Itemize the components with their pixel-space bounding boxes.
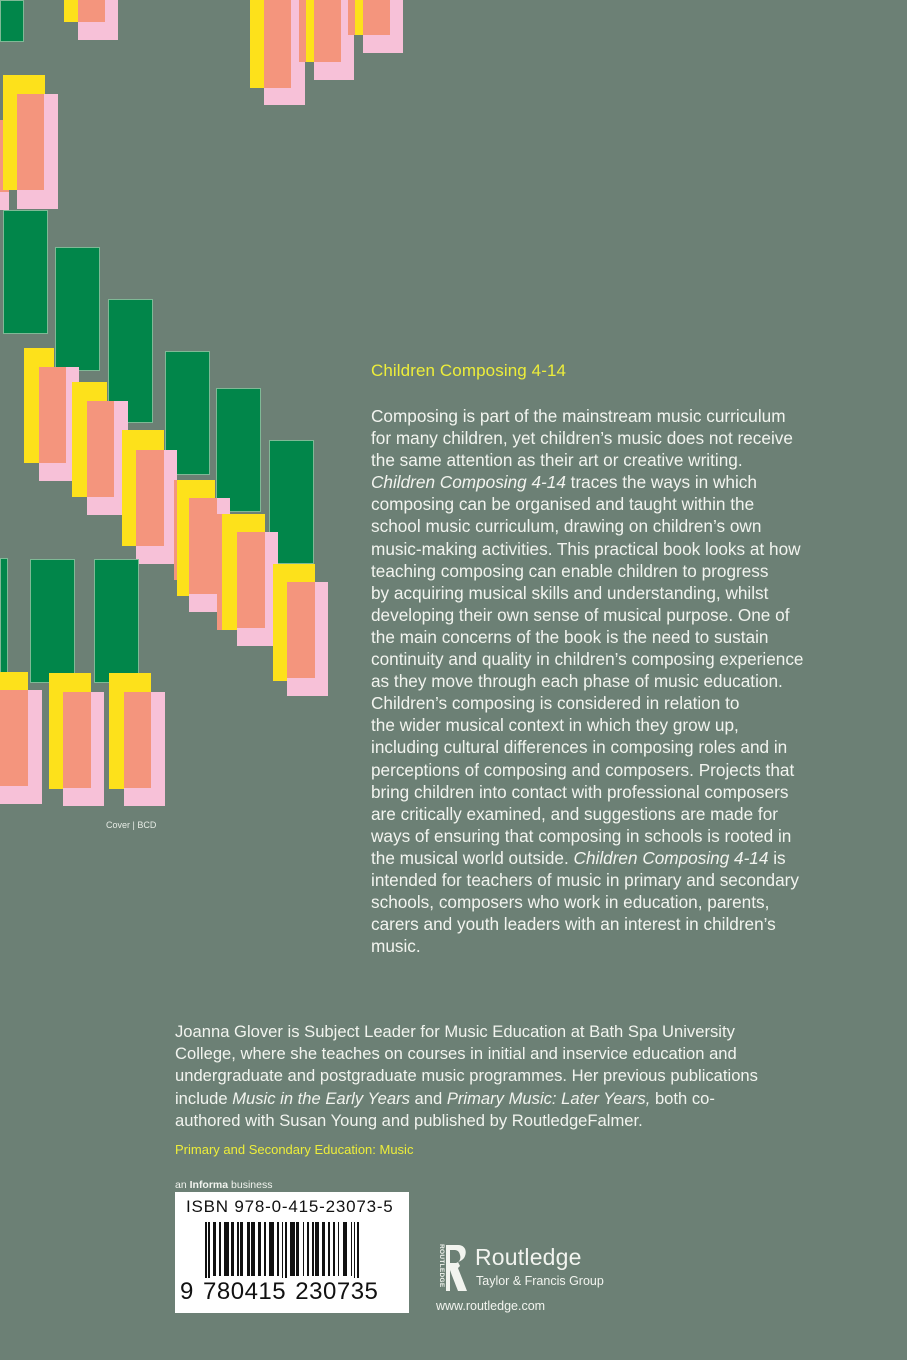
- body-text: are critically examined, and suggestions are made for: [371, 803, 778, 824]
- body-text: traces the ways in which: [565, 472, 757, 493]
- pattern-green-block: [0, 558, 8, 682]
- blurb-line: [371, 847, 871, 869]
- informa-tagline: [175, 1179, 272, 1191]
- pattern-salmon-block: [287, 582, 315, 678]
- italic-title-text: Primary Music: Later Years,: [446, 1088, 651, 1108]
- bio-line: [175, 1110, 875, 1132]
- pattern-green-block: [55, 247, 100, 371]
- pattern-salmon-block: [124, 692, 151, 788]
- body-text: the musical world outside.: [371, 847, 574, 868]
- blurb-line: [371, 759, 871, 781]
- blurb-line: [371, 604, 871, 626]
- blurb-line: [371, 626, 871, 648]
- body-text: both co-: [650, 1088, 715, 1108]
- body-text: developing their own sense of musical purpose. One of: [371, 604, 790, 625]
- body-text: authored with Susan Young and published by RoutledgeFalmer.: [175, 1110, 643, 1130]
- informa-brand: Informa: [189, 1179, 229, 1191]
- pattern-green-block: [30, 559, 75, 683]
- body-text: including cultural differences in composing roles and in: [371, 737, 788, 758]
- body-text: and: [409, 1088, 447, 1108]
- body-text: perceptions of composing and composers. Projects that: [371, 759, 795, 780]
- body-text: the main concerns of the book is the need to sustain: [371, 626, 769, 647]
- blurb-line: [371, 471, 871, 493]
- isbn-barcode-block: [175, 1192, 409, 1313]
- blurb-line: [371, 714, 871, 736]
- italic-title-text: Children Composing 4-14: [371, 472, 566, 493]
- body-text: composing can be organised and taught within the: [371, 494, 755, 515]
- pattern-salmon-block: [78, 0, 105, 22]
- pattern-salmon-block: [0, 690, 28, 786]
- informa-pre: an: [175, 1179, 190, 1191]
- pattern-salmon-block: [87, 401, 114, 497]
- pattern-yellow-block: [250, 0, 264, 88]
- bio-line: [175, 1043, 875, 1065]
- pattern-yellow-block: [306, 0, 314, 62]
- blurb-line: [371, 781, 871, 803]
- routledge-r-profile-icon: [434, 1242, 468, 1292]
- blurb-line: [371, 582, 871, 604]
- isbn-digits: [179, 1278, 379, 1306]
- body-text: music-making activities. This practical book looks at how: [371, 538, 801, 559]
- body-text: for many children, yet children’s music does not receive: [371, 428, 793, 449]
- informa-post: business: [228, 1179, 273, 1191]
- author-bio: [175, 1021, 875, 1132]
- blurb-line: [371, 449, 871, 471]
- body-text: Children’s composing is considered in relation to: [371, 693, 740, 714]
- publisher-url: www.routledge.com: [436, 1299, 546, 1313]
- blurb-line: [371, 935, 871, 957]
- body-text: include: [175, 1088, 233, 1108]
- blurb-line: [371, 405, 871, 427]
- body-text: bring children into contact with professional composers: [371, 781, 789, 802]
- body-text: Joanna Glover is Subject Leader for Music Education at Bath Spa University: [175, 1022, 735, 1041]
- bio-line: [175, 1088, 875, 1110]
- subject-category: Primary and Secondary Education: Music: [175, 1142, 414, 1157]
- pattern-yellow-block: [355, 0, 363, 35]
- pattern-yellow-block: [64, 0, 79, 22]
- body-text: schools, composers who work in education, parents,: [371, 892, 770, 913]
- body-text: Composing is part of the mainstream music curriculum: [371, 406, 786, 426]
- pattern-salmon-block: [314, 0, 341, 62]
- body-text: school music curriculum, drawing on children’s own: [371, 516, 762, 537]
- pattern-salmon-block: [39, 367, 66, 463]
- isbn-group-1: 780415: [203, 1278, 287, 1305]
- pattern-salmon-block: [237, 532, 265, 628]
- pattern-salmon-block: [363, 0, 390, 35]
- isbn-label: ISBN 978-0-415-23073-5: [186, 1197, 394, 1216]
- body-text: by acquiring musical skills and understanding, whilst: [371, 582, 769, 603]
- body-text: the wider musical context in which they grow up,: [371, 715, 739, 736]
- pattern-green-block: [216, 388, 261, 512]
- blurb-line: [371, 515, 871, 537]
- book-title: Children Composing 4-14: [371, 361, 567, 380]
- pattern-green-block: [0, 0, 24, 42]
- blurb-line: [371, 736, 871, 758]
- bio-line: [175, 1065, 875, 1087]
- blurb-line: [371, 427, 871, 449]
- publisher-group: Taylor & Francis Group: [476, 1274, 604, 1288]
- blurb-line: [371, 825, 871, 847]
- blurb-line: [371, 648, 871, 670]
- publisher-logo: [434, 1242, 634, 1317]
- blurb-line: [371, 670, 871, 692]
- body-text: intended for teachers of music in primary and secondary: [371, 869, 799, 890]
- blurb-line: [371, 538, 871, 560]
- blurb-line: [371, 560, 871, 582]
- publisher-name: Routledge: [475, 1244, 582, 1270]
- body-text: music.: [371, 936, 421, 957]
- bio-line: [175, 1021, 875, 1043]
- pattern-yellow-block: [0, 672, 28, 690]
- body-text: undergraduate and postgraduate music programmes. Her previous publications: [175, 1066, 758, 1086]
- body-text: College, where she teaches on courses in initial and inservice education and: [175, 1044, 737, 1064]
- body-text: as they move through each phase of music education.: [371, 671, 783, 692]
- body-text: ways of ensuring that composing in schools is rooted in: [371, 825, 792, 846]
- blurb-line: [371, 803, 871, 825]
- blurb-line: [371, 869, 871, 891]
- svg-text:ROUTLEDGE: ROUTLEDGE: [438, 1244, 445, 1288]
- blurb-line: [371, 692, 871, 714]
- pattern-salmon-block: [17, 94, 44, 190]
- cover-credit: Cover | BCD: [106, 820, 157, 830]
- isbn-lead-digit: 9: [180, 1278, 194, 1305]
- blurb-line: [371, 891, 871, 913]
- pattern-salmon-block: [63, 692, 91, 788]
- blurb-line: [371, 493, 871, 515]
- body-text: continuity and quality in children’s composing experience: [371, 649, 804, 670]
- body-text: teaching composing can enable children to progress: [371, 560, 769, 581]
- isbn-group-2: 230735: [295, 1278, 379, 1305]
- cover-pattern: [0, 0, 420, 820]
- pattern-green-block: [3, 210, 48, 334]
- blurb-line: [371, 913, 871, 935]
- pattern-salmon-block: [189, 498, 217, 594]
- pattern-salmon-block: [136, 450, 164, 546]
- italic-title-text: Children Composing 4-14: [573, 847, 769, 868]
- barcode-icon: [205, 1222, 405, 1284]
- body-text: the same attention as their art or creative writing.: [371, 450, 743, 471]
- body-text: is: [768, 847, 786, 868]
- body-text: carers and youth leaders with an interest in children’s: [371, 914, 776, 935]
- pattern-salmon-block: [264, 0, 291, 88]
- book-blurb: [371, 405, 871, 957]
- italic-title-text: Music in the Early Years: [232, 1088, 410, 1108]
- pattern-green-block: [94, 559, 139, 683]
